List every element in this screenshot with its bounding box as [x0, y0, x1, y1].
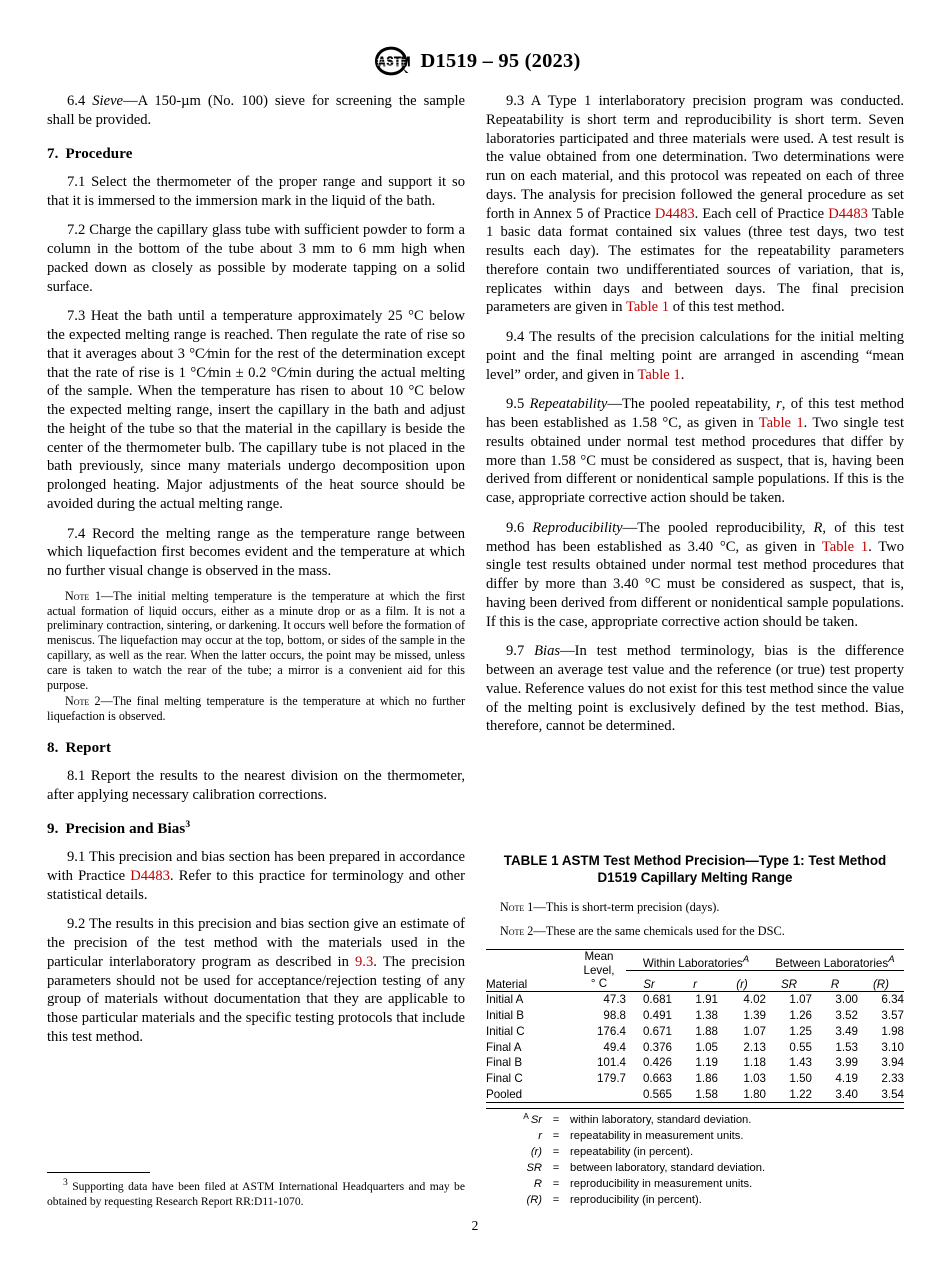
- paragraph-7-1: 7.1 Select the thermometer of the proper range and support it so that it is immersed to the immersion mark in the liquid of the bath.: [47, 173, 465, 209]
- col-header-mean-level: [572, 950, 626, 991]
- col-header-within-laboratories: [626, 950, 766, 971]
- footnote-3: [47, 1177, 465, 1209]
- mean-level-line1: Mean: [584, 949, 614, 963]
- cell-Rp: 6.34: [881, 993, 904, 1007]
- cell-SR: 1.22: [789, 1087, 812, 1101]
- legend-row: [486, 1177, 904, 1193]
- cell-rp: 1.03: [743, 1072, 766, 1086]
- paragraph-6-4: [47, 92, 465, 130]
- link-d4483-ref2[interactable]: D4483: [654, 205, 695, 222]
- legend-equals: =: [552, 1114, 560, 1127]
- legend-symbol: $^A$ Sr: [523, 1110, 542, 1127]
- cell-material: Initial A: [486, 993, 524, 1007]
- link-d4483-ref3[interactable]: D4483: [828, 205, 868, 222]
- standard-designation: D1519 – 95 (2023): [420, 49, 581, 72]
- col-header-r-big-percent: (R): [872, 977, 890, 991]
- section-7-number: 7.: [47, 145, 59, 162]
- paragraph-9-2: [47, 915, 465, 1046]
- within-labs-text: Within Laboratories: [642, 956, 743, 970]
- cell-material: Final B: [486, 1056, 523, 1070]
- cell-sr: 0.663: [642, 1072, 672, 1086]
- para-9-6-num: 9.6: [506, 519, 533, 536]
- para-9-7-part-b: —In test method terminology, bias is the difference between an average test value and the reference (or true) test property value. Reference values do not exist for this test method since the value of the melting point is exclusively defined by the test method. Bias, therefore, cannot be determined.: [486, 643, 905, 735]
- cell-sr: 0.376: [642, 1040, 672, 1054]
- para-9-1-part-a: 9.1 This precision and bias section has been prepared in accordance with Practice: [47, 849, 465, 884]
- heading-section-7: [47, 145, 465, 164]
- cell-material: Pooled: [486, 1087, 523, 1101]
- para-9-1-part-b: . Refer to this practice for terminology and other statistical details.: [47, 867, 465, 903]
- table-1-block: [486, 852, 904, 1209]
- paragraph-9-6: [486, 519, 904, 632]
- astm-logo-icon: [370, 44, 412, 78]
- note-1-text: —The initial melting temperature is the temperature at which the first actual formation of liquid occurs, either as a minute drop or as a film. It is not a preliminary contraction, sintering, or darkening. It occurs well before the formation of meniscus. The liquefaction may occur at the top, bottom, or sides of the sample in the capillary, as well as the rear. When the latter occurs, the point may be missed, unless care is taken to watch the rear of the tube; a mirror is a convenient aid for this purpose.: [47, 588, 466, 692]
- col-header-between-laboratories: [766, 950, 904, 971]
- para-9-3-part-d: of this test method.: [669, 299, 785, 316]
- link-table-1-ref4[interactable]: Table 1: [821, 538, 869, 555]
- left-column: [47, 92, 465, 1047]
- cell-mean-level: 101.4: [596, 1056, 626, 1070]
- cell-SR: 1.43: [789, 1056, 812, 1070]
- link-d4483-ref1[interactable]: D4483: [130, 867, 170, 884]
- table-footnote-legend: [486, 1108, 904, 1208]
- para-9-4-part-a: 9.4 The results of the precision calculations for the initial melting point and the final melting point are arranged in ascending “mean level” order, and given in: [486, 329, 904, 383]
- paragraph-7-4: 7.4 Record the melting range as the temperature range between which liquefaction first becomes evident and the temperature at which no further visual change is observed in the mass.: [47, 525, 465, 580]
- para-9-4-part-b: .: [680, 366, 685, 383]
- paragraph-8-1: 8.1 Report the results to the nearest division on the thermometer, after applying necessary calibration corrections.: [47, 768, 465, 804]
- link-section-9-3[interactable]: 9.3: [355, 953, 374, 970]
- table-body: [486, 991, 904, 1102]
- table-note-2: [486, 924, 904, 940]
- table-bottom-rule: [486, 1103, 904, 1104]
- legend-definition: repeatability (in percent).: [570, 1146, 694, 1159]
- table-row: [486, 1071, 904, 1087]
- page-number: 2: [471, 1218, 479, 1233]
- section-9-title: Precision and Bias: [65, 820, 186, 837]
- col-header-sr: Sr: [643, 977, 655, 991]
- paragraph-9-3: [486, 92, 904, 317]
- para-9-5-term: Repeatability: [529, 396, 608, 413]
- legend-definition: within laboratory, standard deviation.: [570, 1114, 752, 1127]
- cell-mean-level: 179.7: [596, 1072, 626, 1086]
- legend-symbol: (r): [530, 1146, 542, 1159]
- cell-material: Final C: [486, 1072, 523, 1086]
- cell-r: 1.91: [695, 993, 718, 1007]
- cell-rp: 1.18: [743, 1056, 766, 1070]
- table-note-2-label: Note 2: [500, 924, 534, 939]
- mean-level-line3: ° C: [590, 977, 608, 991]
- para-9-2-part-b: . The precision parameters should not be used for acceptance/rejection testing of any group of materials without documentation that they are applicable to those particular materials and the specific testing protocols that include this test method.: [47, 953, 465, 1045]
- col-header-material: Material: [486, 977, 528, 991]
- cell-mean-level: 47.3: [603, 993, 626, 1007]
- table-note-1-label: Note 1: [500, 899, 534, 914]
- table-note-2-text: —These are the same chemicals used for the DSC.: [533, 924, 785, 939]
- paragraph-9-5: [486, 395, 904, 508]
- cell-R: 3.52: [835, 1009, 858, 1023]
- cell-r: 1.58: [695, 1087, 718, 1101]
- cell-SR: 1.26: [789, 1009, 812, 1023]
- section-8-number: 8.: [47, 740, 59, 757]
- section-9-number: 9.: [47, 820, 59, 837]
- footnote-divider: [47, 1172, 150, 1173]
- within-labs-footnote-marker: A: [742, 953, 750, 965]
- para-9-5-part-c: . Two single test results obtained under normal test method procedures that differ by more than 1.58 °C must be considered as suspect, that is, having been derived from different or nonidentical sample populations. If this is the case, appropriate corrective action should be taken.: [486, 415, 905, 506]
- col-header-sr-between: SR: [780, 977, 798, 991]
- legend-definition: reproducibility in measurement units.: [570, 1177, 753, 1190]
- legend-row: [486, 1145, 904, 1161]
- section-7-title: Procedure: [65, 145, 133, 162]
- legend-row: [486, 1129, 904, 1145]
- cell-mean-level: 49.4: [603, 1040, 626, 1054]
- para-9-6-term: Reproducibility: [532, 519, 623, 536]
- cell-rp: 1.07: [743, 1024, 766, 1038]
- note-2: [47, 694, 465, 724]
- legend-symbol: SR: [526, 1162, 542, 1175]
- cell-mean-level: 98.8: [603, 1009, 626, 1023]
- cell-sr: 0.681: [642, 993, 672, 1007]
- link-table-1-ref3[interactable]: Table 1: [758, 415, 804, 431]
- note-1: [47, 589, 465, 693]
- paragraph-9-7: [486, 642, 904, 736]
- cell-sr: 0.671: [642, 1024, 672, 1038]
- cell-SR: 1.25: [789, 1024, 812, 1038]
- cell-r: 1.05: [695, 1040, 718, 1054]
- link-table-1-ref2[interactable]: Table 1: [637, 366, 681, 383]
- table-row: [486, 1008, 904, 1024]
- legend-symbol: R: [533, 1177, 542, 1190]
- footnote-block: [47, 1172, 465, 1209]
- para-9-3-part-b: . Each cell of Practice: [694, 205, 829, 222]
- cell-SR: 1.50: [789, 1072, 812, 1086]
- cell-mean-level: 176.4: [596, 1024, 626, 1038]
- cell-R: 4.19: [835, 1072, 858, 1086]
- cell-r: 1.88: [695, 1024, 718, 1038]
- cell-R: 1.53: [835, 1040, 858, 1054]
- legend-symbol: (R): [526, 1193, 542, 1206]
- legend-equals: =: [552, 1177, 560, 1190]
- legend-equals: =: [552, 1130, 560, 1143]
- cell-r: 1.38: [695, 1009, 718, 1023]
- cell-sr: 0.565: [642, 1087, 672, 1101]
- legend-row: [486, 1161, 904, 1177]
- table-note-1-text: —This is short-term precision (days).: [533, 899, 720, 914]
- between-labs-footnote-marker: A: [888, 953, 895, 965]
- table-row: [486, 1039, 904, 1055]
- legend-definition: reproducibility (in percent).: [570, 1193, 702, 1206]
- para-9-3-part-c: Table 1 basic data format contained six values (three test days, two test results each day). The estimates for the repeatability parameters therefore contain two undifferentiated sources of variation, that is, replicates within days and between days. The final precision parameters are given in: [486, 205, 904, 316]
- cell-R: 3.00: [835, 993, 858, 1007]
- section-9-footnote-marker: 3: [185, 818, 191, 830]
- between-labs-text: Between Laboratories: [775, 956, 889, 970]
- col-header-r-big: R: [830, 977, 840, 991]
- table-row: [486, 991, 904, 1007]
- link-table-1-ref1[interactable]: Table 1: [625, 299, 670, 316]
- para-9-6-part-c: . Two single test results obtained under normal test method procedures that differ by more than 3.40 °C must be considered as suspect, that is, having been derived from different or nonidentical sample populations. If this is the case, appropriate corrective action should be taken.: [486, 538, 905, 630]
- cell-material: Initial C: [486, 1024, 525, 1038]
- cell-SR: 0.55: [789, 1040, 812, 1054]
- cell-Rp: 2.33: [881, 1072, 904, 1086]
- legend-symbol: r: [538, 1130, 542, 1143]
- table-row: [486, 1055, 904, 1071]
- cell-Rp: 1.98: [881, 1024, 904, 1038]
- cell-rp: 2.13: [743, 1040, 766, 1054]
- paragraph-9-4: [486, 328, 904, 384]
- cell-r: 1.19: [695, 1056, 718, 1070]
- para-9-5-num: 9.5: [506, 396, 530, 413]
- legend-definition: between laboratory, standard deviation.: [570, 1162, 766, 1175]
- table-group-header-row: [486, 950, 904, 971]
- page-header: [0, 44, 950, 78]
- footnote-3-text: Supporting data have been filed at ASTM International Headquarters and may be obtained by requesting Research Report RR:D11-1070.: [47, 1180, 465, 1208]
- cell-rp: 1.80: [743, 1087, 766, 1101]
- right-column: [486, 92, 904, 736]
- paragraph-7-2: 7.2 Charge the capillary glass tube with sufficient powder to form a column in the bottom of the tube about 3 mm to 6 mm high when packed down as closely as possible by moderate tapping on a solid surface.: [47, 222, 465, 295]
- para-9-3-part-a: 9.3 A Type 1 interlaboratory precision program was conducted. Repeatability is short term and reproducibility is short term. Seven laboratories participated and three materials were used. A test result is the value obtained from one determination. Two determinations were run on each material, and this protocol was repeated on each of three days. The analysis for precision followed the general procedure as set forth in Annex 5 of Practice: [486, 93, 904, 222]
- cell-sr: 0.491: [642, 1009, 672, 1023]
- cell-Rp: 3.54: [881, 1087, 904, 1101]
- precision-data-table: [486, 949, 904, 1103]
- note-1-label: Note 1: [65, 588, 102, 603]
- note-2-text: —The final melting temperature is the temperature at which no further liquefaction is observed.: [47, 694, 465, 724]
- heading-section-8: [47, 739, 465, 758]
- footnote-3-marker: 3: [63, 1177, 68, 1189]
- table-row: [486, 1087, 904, 1103]
- cell-material: Final A: [486, 1040, 522, 1054]
- cell-SR: 1.07: [789, 993, 812, 1007]
- cell-mean-level: [572, 1087, 626, 1103]
- legend-footnote-marker: A: [523, 1110, 529, 1121]
- cell-Rp: 3.10: [881, 1040, 904, 1054]
- col-header-r: r: [693, 977, 697, 991]
- para-6-4-text: 6.4 Sieve—A 150-µm (No. 100) sieve for screening the sample shall be provided.: [47, 93, 465, 128]
- legend-equals: =: [552, 1146, 560, 1159]
- para-9-7-term: Bias: [534, 643, 561, 660]
- cell-Rp: 3.57: [881, 1009, 904, 1023]
- table-row: [486, 1023, 904, 1039]
- mean-level-line2: Level,: [583, 963, 615, 977]
- cell-rp: 4.02: [743, 993, 766, 1007]
- cell-R: 3.40: [835, 1087, 858, 1101]
- legend-definition: repeatability in measurement units.: [570, 1130, 744, 1143]
- col-header-r-percent: (r): [736, 977, 748, 991]
- cell-rp: 1.39: [743, 1009, 766, 1023]
- legend-row: [486, 1110, 904, 1129]
- cell-Rp: 3.94: [881, 1056, 904, 1070]
- legend-equals: =: [552, 1193, 560, 1206]
- cell-material: Initial B: [486, 1009, 525, 1023]
- cell-sr: 0.426: [642, 1056, 672, 1070]
- paragraph-7-3: 7.3 Heat the bath until a temperature approximately 25 °C below the expected melting range is reached. Then regulate the rate of rise so that it averages about 3 °C⁄min for the rest of the determination except that the rate of rise is 1 °C⁄min ± 0.2 °C⁄min during the actual melting of the sample. When the temperature has risen to about 10 °C below the expected melting range, insert the capillary in the bath and adjust the height of the tube so that the material in the capillary is beside the center of the thermometer bulb. The capillary tube is not placed in the bath previously, since many materials undergo decomposition upon prolonged heating. Major adjustments of the heat source should be avoided during the actual melting range.: [47, 308, 465, 512]
- legend-equals: =: [552, 1162, 560, 1175]
- legend-row: [486, 1193, 904, 1209]
- heading-section-9: [47, 820, 465, 839]
- table-1-title: TABLE 1 ASTM Test Method Precision—Type 1: Test Method D1519 Capillary Melting Range: [503, 853, 887, 886]
- para-9-2-part-a: 9.2 The results in this precision and bias section give an estimate of the precision of the test method with the materials used in the particular interlaboratory program as described in: [47, 916, 465, 970]
- para-9-7-num: 9.7: [506, 643, 535, 660]
- table-note-1: [486, 900, 904, 916]
- cell-r: 1.86: [695, 1072, 718, 1086]
- para-9-6-part-b: —The pooled reproducibility, R, of this test method has been established as 3.40 °C, as given in: [486, 519, 904, 555]
- para-9-5-part-b: —The pooled repeatability, r, of this test method has been established as 1.58 °C, as given in: [486, 396, 904, 431]
- section-8-title: Report: [65, 740, 112, 757]
- cell-R: 3.49: [835, 1024, 858, 1038]
- paragraph-9-1: [47, 848, 465, 904]
- cell-R: 3.99: [835, 1056, 858, 1070]
- note-2-label: Note 2: [65, 694, 101, 709]
